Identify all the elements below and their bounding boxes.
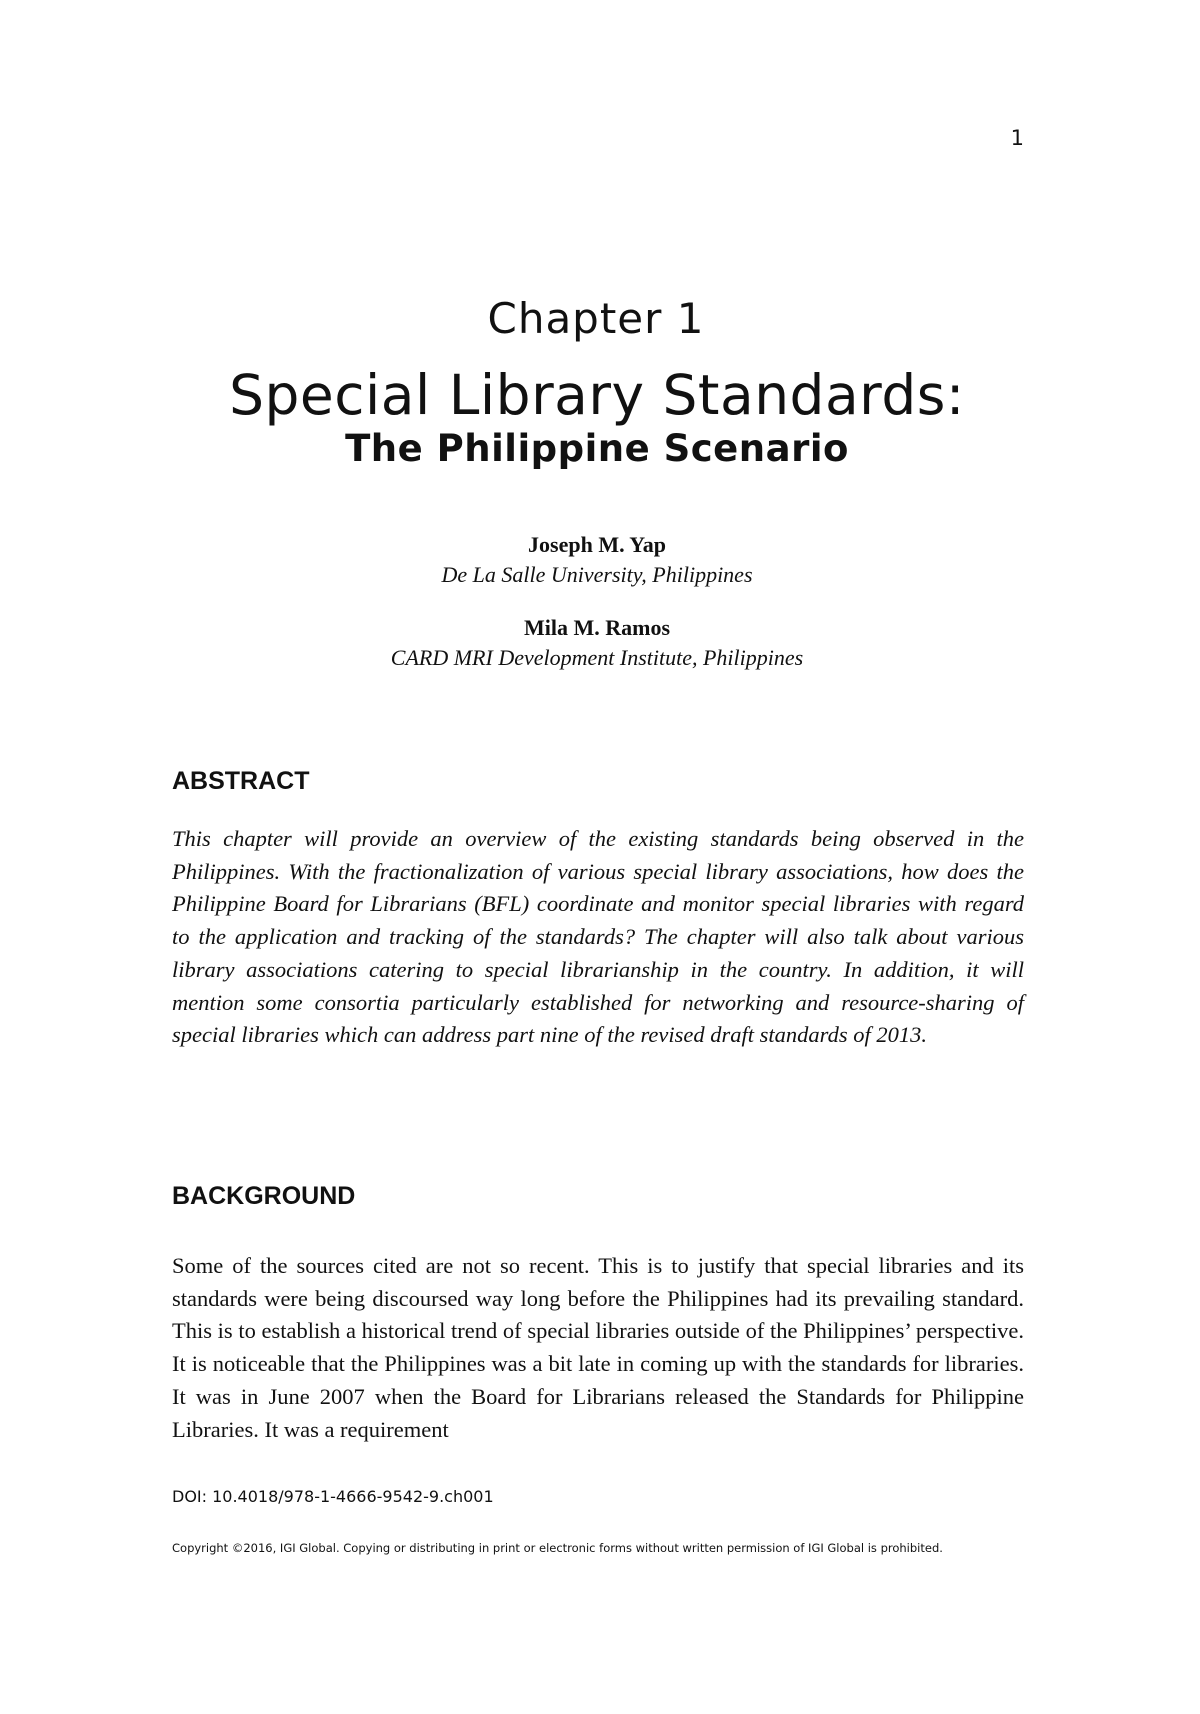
doi: DOI: 10.4018/978-1-4666-9542-9.ch001 xyxy=(172,1487,494,1506)
copyright-notice: Copyright ©2016, IGI Global. Copying or distributing in print or electronic forms without written permission of IGI Global is prohibited. xyxy=(172,1541,943,1555)
chapter-title: Special Library Standards: xyxy=(229,363,965,427)
chapter-subtitle: The Philippine Scenario xyxy=(345,427,849,470)
author-affiliation: De La Salle University, Philippines xyxy=(441,562,753,587)
abstract-text: This chapter will provide an overview of the existing standards being observed in the Philippines. With the fractionalization of various special library associations, how does the Philippine Board for Librarians (BFL) coordinate and monitor special libraries with regard to the application and tracking of the standards? The chapter will also talk about various library associations catering to special librarianship in the country. In addition, it will mention some consortia particularly established for networking and resource-sharing of special libraries which can address part nine of the revised draft standards of 2013. xyxy=(172,826,1024,1048)
background-text: Some of the sources cited are not so recent. This is to justify that special libraries and its standards were being discoursed way long before the Philippines had its prevailing standard. This is to establish a historical trend of special libraries outside of the Philippines’ perspective. It is noticeable that the Philippines was a bit late in coming up with the standards for libraries. It was in June 2007 when the Board for Librarians released the Standards for Philippine Libraries. It was a requirement xyxy=(172,1253,1024,1442)
background-heading: BACKGROUND xyxy=(172,1182,356,1210)
author-block xyxy=(0,613,1194,673)
author-block xyxy=(0,530,1194,590)
abstract-heading: ABSTRACT xyxy=(172,767,310,795)
author-name: Joseph M. Yap xyxy=(528,532,666,557)
author-name: Mila M. Ramos xyxy=(523,615,671,640)
author-affiliation: CARD MRI Development Institute, Philippines xyxy=(390,645,804,670)
chapter-label: Chapter 1 xyxy=(487,294,705,343)
page-number: 1 xyxy=(1010,126,1024,150)
